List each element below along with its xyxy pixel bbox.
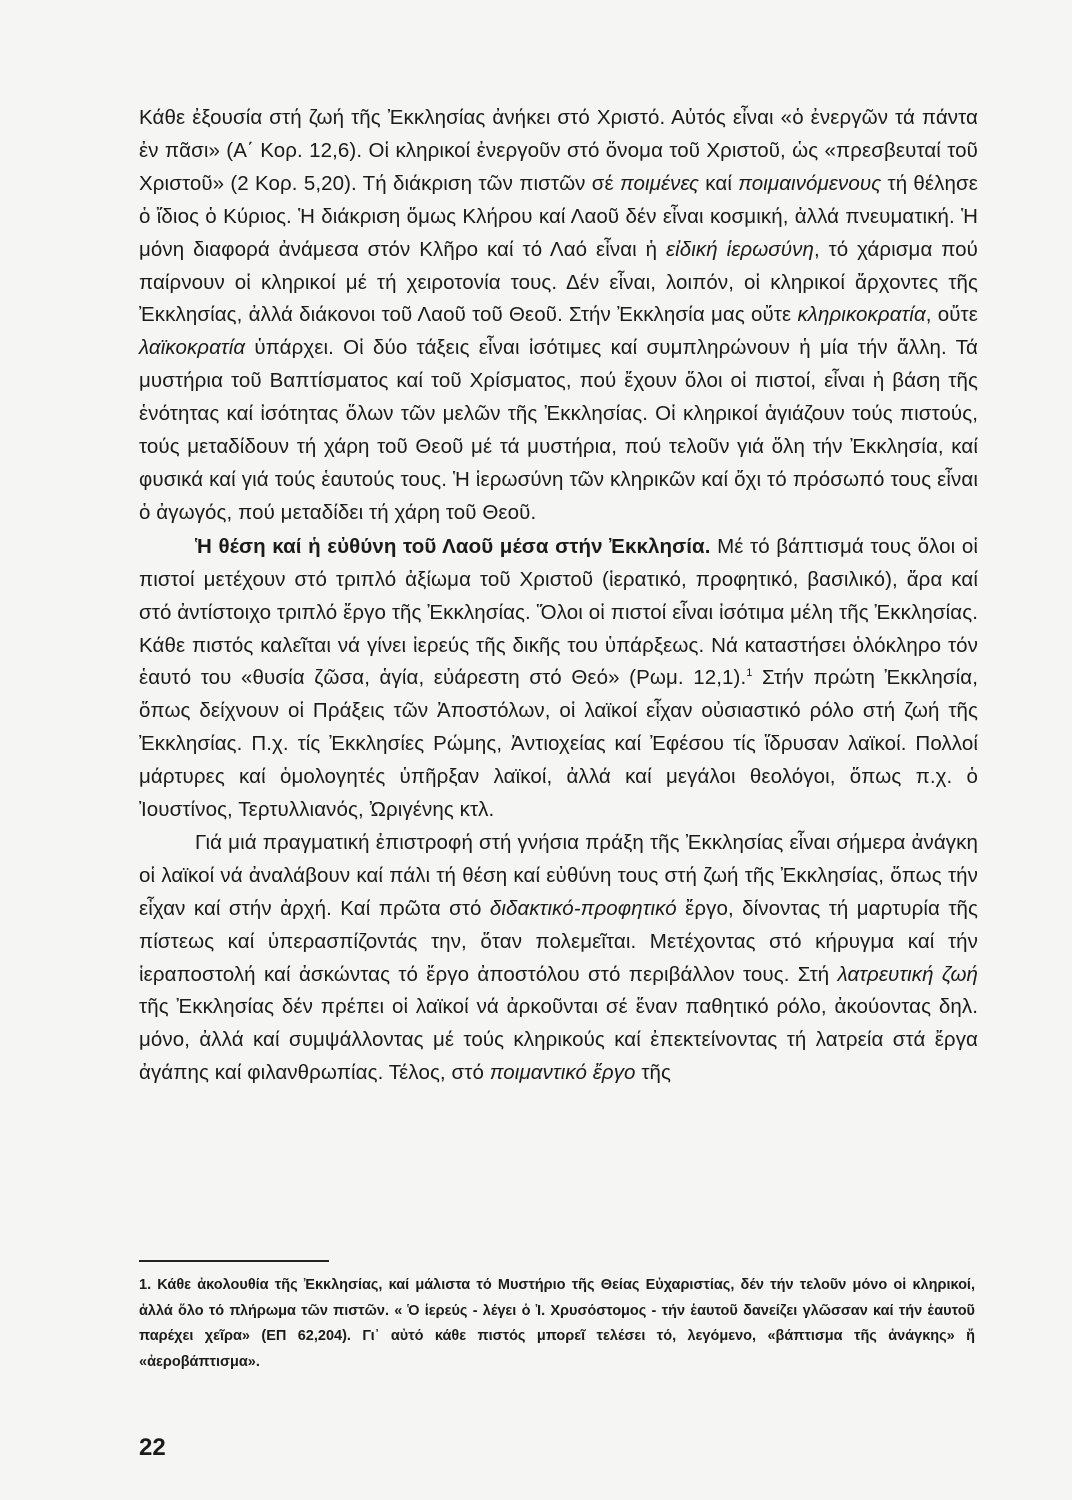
paragraph-clergy-laity: Κάθε ἐξουσία στή ζωή τῆς Ἐκκλησίας ἀνήκει στό Χριστό. Αὐτός εἶναι «ὁ ἐνεργῶν τά πάντα ἐν πᾶσι» (Α΄ Κορ. 12,6). Οἱ κληρικοί ἐνεργοῦν στό ὄνομα τοῦ Χριστοῦ, ὡς «πρεσβευταί τοῦ Χριστοῦ» (2 Κορ. 5,20). Τή διάκριση τῶν πιστῶν σέ ποιμένες καί ποιμαινόμενους τή θέλησε ὁ ἴδιος ὁ Κύριος. Ἡ διάκριση ὅμως Κλήρου καί Λαοῦ δέν εἶναι κοσμική, ἀλλά πνευματική. Ἡ μόνη διαφορά ἀνάμεσα στόν Κλῆρο καί τό Λαό εἶναι ἡ εἰδική ἱερωσύνη, τό χάρισμα πού παίρνουν οἱ κληρικοί μέ τή χειροτονία τους. Δέν εἶναι, λοιπόν, οἱ κληρικοί ἄρχοντες τῆς Ἐκκλησίας, ἀλλά διάκονοι τοῦ Λαοῦ τοῦ Θεοῦ. Στήν Ἐκκλησία μας οὔτε κληρικοκρατία, οὔτε λαϊκοκρατία ὑπάρχει. Οἱ δύο τάξεις εἶναι ἰσότιμες καί συμπληρώνουν ἡ μία τήν ἄλλη. Τά μυστήρια τοῦ Βαπτίσματος καί τοῦ Χρίσματος, πού ἔχουν ὅλοι οἱ πιστοί, εἶναι ἡ βάση τῆς ἑνότητας καί ἰσότητας ὅλων τῶν μελῶν τῆς Ἐκκλησίας. Οἱ κληρικοί ἁγιάζουν τούς πιστούς, τούς μεταδίδουν τή χάρη τοῦ Θεοῦ μέ τά μυστήρια, πού τελοῦν γιά ὅλη τήν Ἐκκλησία, καί φυσικά καί γιά τούς ἑαυτούς τους. Ἡ ἱερωσύνη τῶν κληρικῶν καί ὄχι τό πρόσωπό τους εἶναι ὁ ἀγωγός, πού μεταδίδει τή χάρη τοῦ Θεοῦ. <box>139 106 979 524</box>
italic-term: ποιμένες <box>619 171 700 195</box>
footnote-reference: 1 <box>746 667 753 680</box>
italic-term: ποιμαντικό ἔργο <box>489 1061 636 1085</box>
italic-term: κληρικοκρατία <box>797 303 926 327</box>
paragraph-return-to-practice: Γιά μιά πραγματική ἐπιστροφή στή γνήσια πράξη τῆς Ἐκκλησίας εἶναι σήμερα ἀνάγκη οἱ λαϊκοί νά ἀναλάβουν καί πάλι τή θέση καί εὐθύνη τους στή ζωή τῆς Ἐκκλησίας, ὅπως τήν εἶχαν καί στήν ἀρχή. Καί πρῶτα στό διδακτικό-προφητικό ἔργο, δίνοντας τή μαρτυρία τῆς πίστεως καί ὑπερασπίζοντάς την, ὅταν πολεμεῖται. Μετέχοντας στό κήρυγμα καί τήν ἱεραποστολή καί ἀσκώντας τό ἔργο ἀποστόλου στό περιβάλλον τους. Στή λατρευτική ζωή τῆς Ἐκκλησίας δέν πρέπει οἱ λαϊκοί νά ἀρκοῦνται σέ ἕναν παθητικό ρόλο, ἀκούοντας δηλ. μόνο, ἀλλά καί συμψάλλοντας μέ τούς κληρικούς καί ἐπεκτείνοντας τή λατρεία στά ἔργα ἀγάπης καί φιλανθρωπίας. Τέλος, στό ποιμαντικό ἔργο τῆς <box>139 830 978 1085</box>
main-text <box>139 102 978 1090</box>
italic-term: ποιμαινόμενους <box>738 171 882 195</box>
italic-term: λαϊκοκρατία <box>139 336 246 360</box>
italic-term: λατρευτική ζωή <box>837 962 978 986</box>
footnote: 1. Κάθε ἀκολουθία τῆς Ἐκκλησίας, καί μάλιστα τό Μυστήριο τῆς Θείας Εὐχαριστίας, δέν τήν τελοῦν μόνο οἱ κληρικοί, ἀλλά ὅλο τό πλήρωμα τῶν πιστῶν. « Ὁ ἱερεύς - λέγει ὁ Ἰ. Χρυσόστομος - τήν ἑαυτοῦ δανείζει γλῶσσαν καί τήν ἑαυτοῦ παρέχει χεῖρα» (ΕΠ 62,204). Γι᾿ αὐτό κάθε πιστός μπορεῖ τελέσει τό, λεγόμενο, «βάπτισμα τῆς ἀνάγκης» ἤ «ἀεροβάπτισμα». <box>139 1277 975 1371</box>
footnote-divider <box>139 1260 329 1262</box>
page-number: 22 <box>139 1434 166 1461</box>
italic-term: διδακτικό-προφητικό <box>489 896 677 920</box>
section-heading: Ἡ θέση καί ἡ εὐθύνη τοῦ Λαοῦ μέσα στήν Ἐκκλησία. <box>195 534 711 558</box>
paragraph-laity-role: Ἡ θέση καί ἡ εὐθύνη τοῦ Λαοῦ μέσα στήν Ἐκκλησία. Μέ τό βάπτισμά τους ὅλοι οἱ πιστοί μετέχουν στό τριπλό ἀξίωμα τοῦ Χριστοῦ (ἱερατικό, προφητικό, βασιλικό), ἄρα καί στό ἀντίστοιχο τριπλό ἔργο τῆς Ἐκκλησίας. Ὅλοι οἱ πιστοί εἶναι ἰσότιμα μέλη τῆς Ἐκκλησίας. Κάθε πιστός καλεῖται νά γίνει ἱερεύς τῆς δικῆς του ὑπάρξεως. Νά καταστήσει ὁλόκληρο τόν ἑαυτό του «θυσία ζῶσα, ἁγία, εὐάρεστη στό Θεό» (Ρωμ. 12,1).$^1$ Στήν πρώτη Ἐκκλησία, ὅπως δείχνουν οἱ Πράξεις τῶν Ἀποστόλων, οἱ λαϊκοί εἶχαν οὐσιαστικό ρόλο στή ζωή τῆς Ἐκκλησίας. Π.χ. τίς Ἐκκλησίες Ρώμης, Ἀντιοχείας καί Ἐφέσου τίς ἵδρυσαν λαϊκοί. Πολλοί μάρτυρες καί ὁμολογητές ὑπῆρξαν λαϊκοί, ἀλλά καί μεγάλοι θεολόγοι, ὅπως π.χ. ὁ Ἰουστίνος, Τερτυλλιανός, Ὠριγένης κτλ. <box>139 534 978 822</box>
italic-term: εἰδική ἱερωσύνη <box>666 237 814 261</box>
